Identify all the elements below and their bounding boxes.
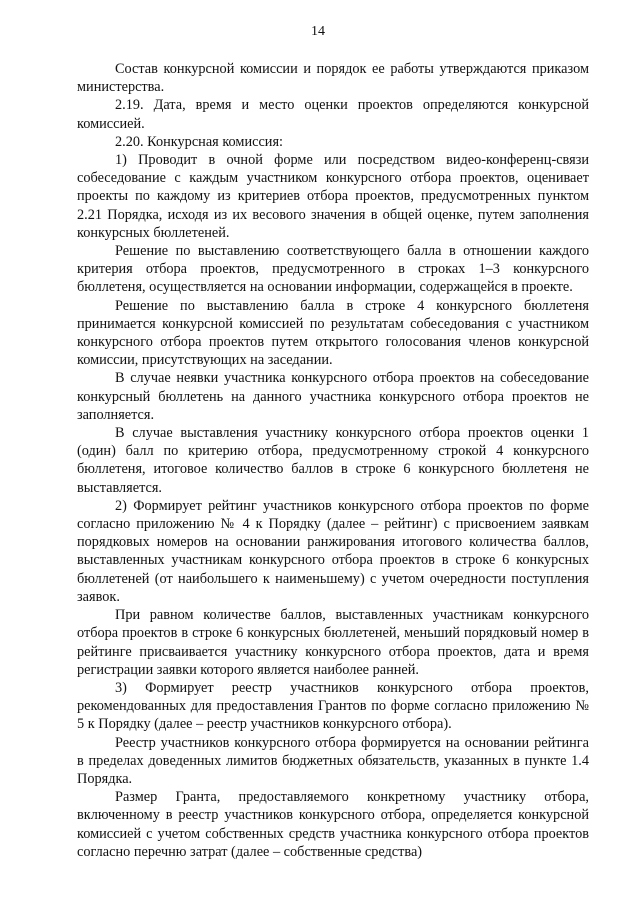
paragraph-no-show: В случае неявки участника конкурсного отбора проектов на собеседование конкурсный бюллетень на данного участника конкурсного отбора проектов не заполняется. [77,370,589,423]
paragraph-commission-composition: Состав конкурсной комиссии и порядок ее работы утверждаются приказом министерства. [77,61,589,96]
document-body [77,60,589,861]
paragraph-item-2: 2) Формирует рейтинг участников конкурсного отбора проектов по форме согласно приложению № 4 к Порядку (далее – рейтинг) с присвоением заявкам порядковых номеров на основании ранжирования итогового количества баллов, выставленных участникам конкурсного отбора проектов в строке 6 конкурсных бюллетеней (от наибольшего к наименьшему) с учетом очередности поступления заявок. [77,497,589,605]
paragraph-item-3: 3) Формирует реестр участников конкурсного отбора проектов, рекомендованных для предоставления Грантов по форме согласно приложению № 5 к Порядку (далее – реестр участников конкурсного отбора). [77,679,589,733]
paragraph-registry: Реестр участников конкурсного отбора формируется на основании рейтинга в пределах доведенных лимитов бюджетных обязательств, указанных в пункте 1.4 Порядка. [77,734,589,787]
paragraph-item-1: 1) Проводит в очной форме или посредством видео-конференц-связи собеседование с каждым участником конкурсного отбора проектов, оценивает проекты по каждому из критериев отбора проектов, предусмотренных пунктом 2.21 Порядка, исходя из их весового значения в общей оценке, путем заполнения конкурсных бюллетеней. [77,152,589,241]
paragraph-2-20: 2.20. Конкурсная комиссия: [115,133,284,150]
paragraph-2-19: 2.19. Дата, время и место оценки проектов определяются конкурсной комиссией. [77,97,589,132]
paragraph-one-point: В случае выставления участнику конкурсного отбора проектов оценки 1 (один) балл по критерию отбора, предусмотренному строкой 4 конкурсного бюллетеня, итоговое количество баллов в строке 6 конкурсного бюллетеня не выставляется. [77,425,589,496]
paragraph-score-row-4: Решение по выставлению балла в строке 4 конкурсного бюллетеня принимается конкурсной комиссией по результатам собеседования с участником конкурсного отбора проектов путем открытого голосования членов конкурсной комиссии, присутствующих на заседании. [77,297,589,369]
paragraph-equal-score: При равном количестве баллов, выставленных участникам конкурсного отбора проектов в строке 6 конкурсных бюллетеней, меньший порядковый номер в рейтинге присваивается участнику конкурсного отбора проектов, дата и время регистрации заявки которого является наиболее ранней. [77,607,589,678]
paragraph-score-rows-1-3: Решение по выставлению соответствующего балла в отношении каждого критерия отбора проектов, предусмотренного в строках 1–3 конкурсного бюллетеня, осуществляется на основании информации, содержащейся в проекте. [77,243,589,296]
paragraph-grant-size: Размер Гранта, предоставляемого конкретному участнику отбора, включенному в реестр участников конкурсного отбора, определяется конкурсной комиссией с учетом собственных средств участника конкурсного отбора проектов согласно перечню затрат (далее – собственные средства) [77,789,589,860]
page-number: 14 [311,24,325,39]
